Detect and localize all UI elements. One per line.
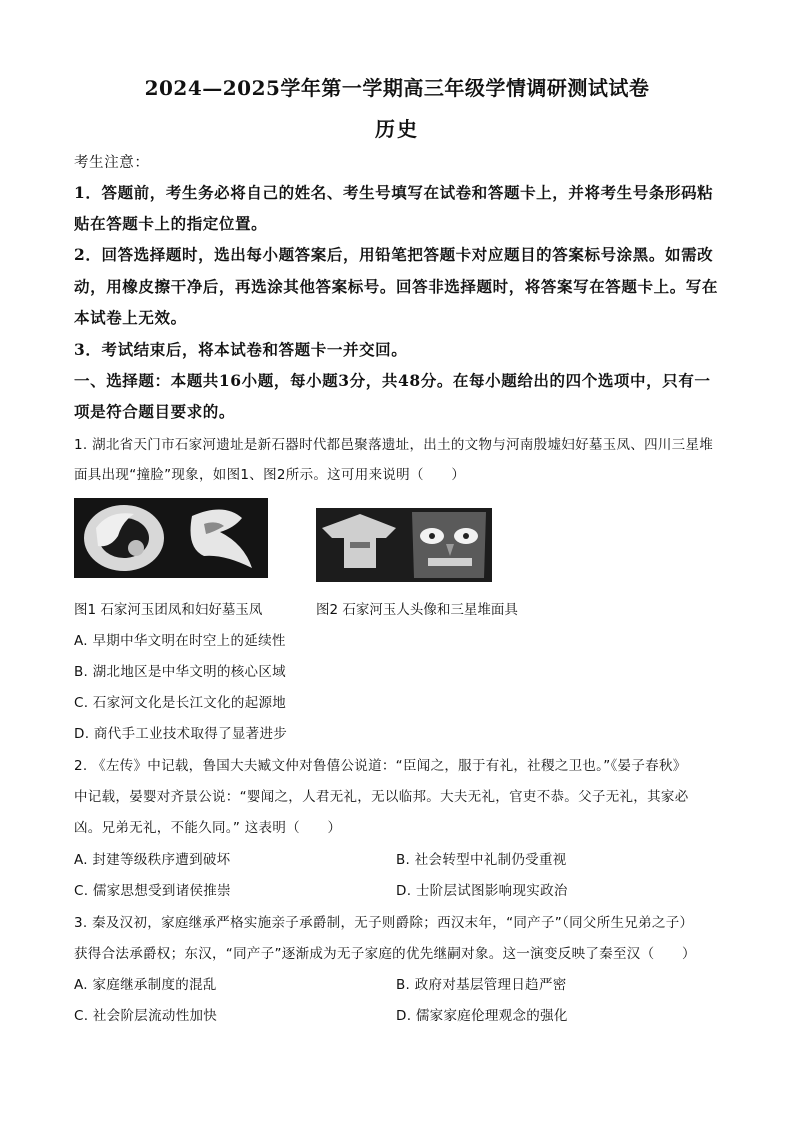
notice-line: 动，用橡皮擦干净后，再选涂其他答案标号。回答非选择题时，将答案写在答题卡上。写在 [74,277,719,296]
question-1-stem: 1. 湖北省天门市石家河遗址是新石器时代都邑聚落遗址，出土的文物与河南殷墟妇好墓玉凤、四川三星堆 [74,437,714,453]
notice-line: 本试卷上无效。 [74,308,187,327]
question-2-stem-cont: 凶。兄弟无礼，不能久同。” 这表明（ ） [74,820,342,836]
question-1-stem-cont: 面具出现“撞脸”现象，如图1、图2所示。这可用来说明（ ） [74,467,466,483]
question-2-stem: 2. 《左传》中记载，鲁国大夫臧文仲对鲁僖公说道：“臣闻之，服于有礼，社稷之卫也。”《晏子春秋》 [74,758,687,774]
question-3-option-c: C. 社会阶层流动性加快 [74,1008,218,1024]
section-heading: 一、选择题：本题共16小题，每小题3分，共48分。在每小题给出的四个选项中，只有一 [74,371,711,390]
figure-1-caption: 图1 石家河玉团凤和妇好墓玉凤 [74,602,263,618]
question-2-option-d: D. 士阶层试图影响现实政治 [396,883,568,899]
question-3-stem: 3. 秦及汉初，家庭继承严格实施亲子承爵制，无子则爵除；西汉末年，“同产子”（同父所生兄弟之子） [74,915,694,931]
section-heading-cont: 项是符合题目要求的。 [74,402,236,421]
notice-line: 3．考试结束后，将本试卷和答题卡一并交回。 [74,340,408,359]
figure-2-caption: 图2 石家河玉人头像和三星堆面具 [316,602,518,618]
question-2-option-b: B. 社会转型中礼制仍受重视 [396,852,567,868]
exam-subject: 历史 [375,117,419,141]
figure-1-image [74,498,268,578]
notice-heading: 考生注意： [74,155,150,171]
question-2-option-c: C. 儒家思想受到诸侯推崇 [74,883,231,899]
notice-line: 贴在答题卡上的指定位置。 [74,214,268,233]
question-2-option-a: A. 封建等级秩序遭到破坏 [74,852,231,868]
question-3-option-a: A. 家庭继承制度的混乱 [74,977,217,993]
notice-line: 1．答题前，考生务必将自己的姓名、考生号填写在试卷和答题卡上，并将考生号条形码粘 [74,183,714,202]
question-1-option-d: D. 商代手工业技术取得了显著进步 [74,726,288,742]
question-1-option-b: B. 湖北地区是中华文明的核心区域 [74,664,286,680]
question-2-stem-cont: 中记载，晏婴对齐景公说：“婴闻之，人君无礼，无以临邦。大夫无礼，官吏不恭。父子无礼，其家必 [74,789,689,805]
figure-2-image [316,508,492,582]
question-3-option-b: B. 政府对基层管理日趋严密 [396,977,567,993]
exam-title: 2024—2025学年第一学期高三年级学情调研测试试卷 [144,76,650,100]
question-3-stem-cont: 获得合法承爵权；东汉，“同产子”逐渐成为无子家庭的优先继嗣对象。这一演变反映了秦至汉（ ） [74,946,696,962]
question-1-option-c: C. 石家河文化是长江文化的起源地 [74,695,287,711]
question-1-option-a: A. 早期中华文明在时空上的延续性 [74,633,286,649]
notice-line: 2．回答选择题时，选出每小题答案后，用铅笔把答题卡对应题目的答案标号涂黑。如需改 [74,245,714,264]
question-3-option-d: D. 儒家家庭伦理观念的强化 [396,1008,568,1024]
